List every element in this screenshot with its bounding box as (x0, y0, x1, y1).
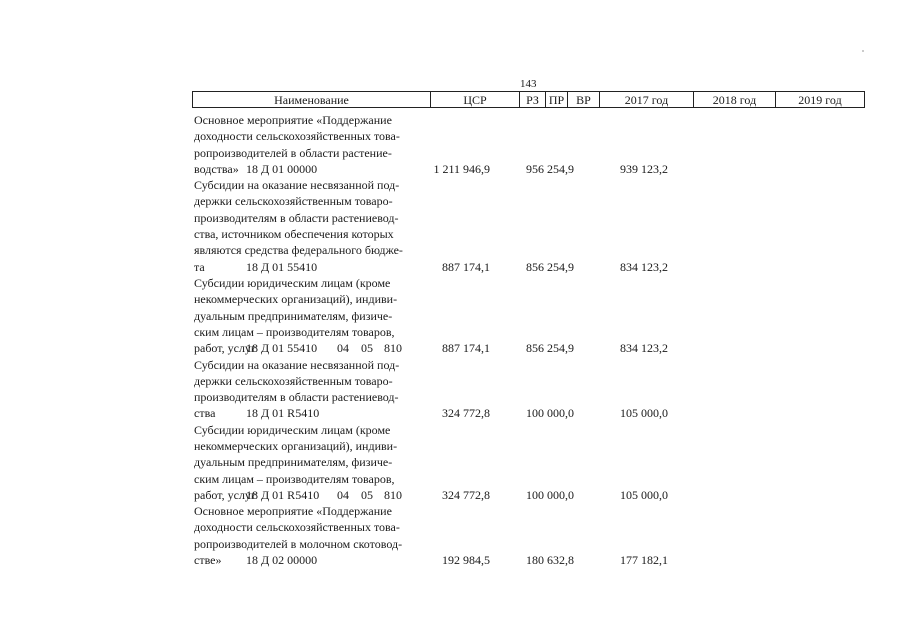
row-name-line: Субсидии на оказание несвязанной под- (194, 178, 400, 193)
row-name-line: ским лицам – производителям товаров, (194, 324, 395, 339)
cell-y2018: 100 000,0 (526, 487, 574, 502)
cell-y2017: 887 174,1 (442, 341, 490, 356)
row-name-line: работ, услуг (194, 487, 256, 502)
table-row (194, 358, 865, 423)
row-name-line: производителям в области растениевод- (194, 390, 399, 405)
row-name-line: ства (194, 406, 216, 421)
cell-pr: 05 (361, 487, 373, 502)
row-name-line: некоммерческих организаций), индиви- (194, 292, 398, 307)
header-2017: 2017 год (600, 92, 694, 107)
cell-y2019: 177 182,1 (620, 553, 668, 568)
row-name-line: доходности сельскохозяйственных това- (194, 520, 400, 535)
row-name-line: ским лицам – производителям товаров, (194, 471, 395, 486)
cell-y2018: 856 254,9 (526, 341, 574, 356)
cell-vr: 810 (384, 487, 402, 502)
cell-rz: 04 (337, 341, 349, 356)
row-name-line: дуальным предпринимателям, физиче- (194, 308, 393, 323)
scan-speck (862, 50, 864, 52)
row-name-line: являются средства федерального бюдже- (194, 243, 403, 258)
cell-y2017: 324 772,8 (442, 487, 490, 502)
cell-csr: 18 Д 02 00000 (246, 553, 318, 568)
row-name-line: водства» (194, 161, 239, 176)
cell-vr: 810 (384, 341, 402, 356)
row-name-line: работ, услуг (194, 341, 256, 356)
cell-y2018: 956 254,9 (526, 161, 574, 176)
row-name-line: Основное мероприятие «Поддержание (194, 504, 392, 519)
cell-y2019: 834 123,2 (620, 341, 668, 356)
cell-csr: 18 Д 01 00000 (246, 161, 318, 176)
row-name-line: держки сельскохозяйственным товаро- (194, 194, 393, 209)
cell-csr: 18 Д 01 55410 (246, 259, 318, 274)
cell-csr: 18 Д 01 R5410 (246, 406, 320, 421)
cell-y2019: 834 123,2 (620, 259, 668, 274)
table-header (192, 91, 865, 108)
cell-csr: 18 Д 01 55410 (246, 341, 318, 356)
cell-y2017: 887 174,1 (442, 259, 490, 274)
cell-y2017: 324 772,8 (442, 406, 490, 421)
row-name-line: Основное мероприятие «Поддержание (194, 113, 392, 127)
header-name: Наименование (193, 92, 431, 107)
table-row (194, 423, 865, 505)
row-name-line: та (194, 259, 205, 274)
header-vr: ВР (568, 92, 600, 107)
cell-y2018: 180 632,8 (526, 553, 574, 568)
row-name-line: ства, источником обеспечения которых (194, 227, 394, 242)
cell-pr: 05 (361, 341, 373, 356)
cell-y2018: 856 254,9 (526, 259, 574, 274)
row-name-line: доходности сельскохозяйственных това- (194, 129, 400, 144)
table-row (194, 113, 865, 178)
table-row (194, 178, 865, 276)
table-row (194, 504, 865, 569)
row-name-line: Субсидии юридическим лицам (кроме (194, 422, 391, 437)
cell-y2017: 192 984,5 (442, 553, 490, 568)
row-name-line: ропроизводителей в молочном скотовод- (194, 536, 403, 551)
row-name-line: дуальным предпринимателям, физиче- (194, 455, 393, 470)
cell-rz: 04 (337, 487, 349, 502)
row-name-line: Субсидии на оказание несвязанной под- (194, 357, 400, 372)
header-csr: ЦСР (431, 92, 520, 107)
cell-y2017: 1 211 946,9 (433, 161, 490, 176)
header-rz: РЗ (520, 92, 546, 107)
cell-y2019: 105 000,0 (620, 406, 668, 421)
row-name-line: ропроизводителей в области растение- (194, 145, 392, 160)
row-name-line: стве» (194, 553, 222, 568)
header-pr: ПР (546, 92, 568, 107)
row-name-line: держки сельскохозяйственным товаро- (194, 373, 393, 388)
header-2018: 2018 год (694, 92, 776, 107)
cell-y2018: 100 000,0 (526, 406, 574, 421)
row-name-line: Субсидии юридическим лицам (кроме (194, 276, 391, 290)
table-row (194, 276, 865, 358)
cell-y2019: 105 000,0 (620, 487, 668, 502)
page-number: 143 (520, 78, 537, 90)
row-name-line: производителям в области растениевод- (194, 210, 399, 225)
row-name-line: некоммерческих организаций), индиви- (194, 438, 398, 453)
cell-csr: 18 Д 01 R5410 (246, 487, 320, 502)
header-2019: 2019 год (798, 93, 842, 107)
cell-y2019: 939 123,2 (620, 161, 668, 176)
